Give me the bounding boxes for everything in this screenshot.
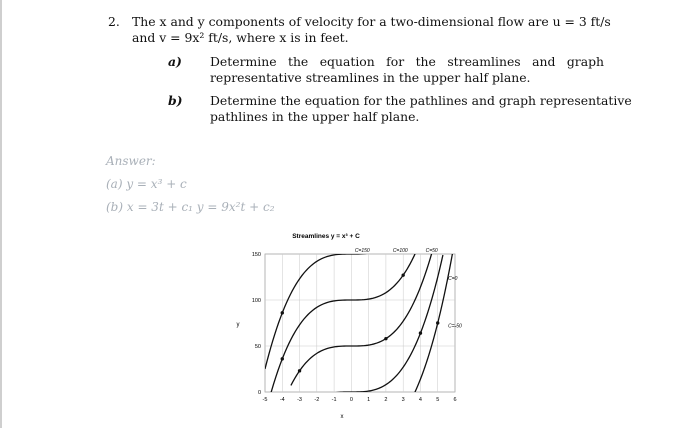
y-tick-label: 50 <box>254 344 261 350</box>
part-a-line1: Determine the equation for the streamlines and graph <box>210 54 604 69</box>
part-b-label: b) <box>168 93 183 108</box>
x-tick-label: 0 <box>349 397 353 403</box>
x-tick-label: 5 <box>436 397 440 403</box>
left-border <box>0 0 2 428</box>
curve-annotation: C=50 <box>425 248 438 255</box>
part-b-line2: pathlines in the upper half plane. <box>210 109 420 124</box>
curve-annotation: C=150 <box>354 248 370 255</box>
answer-b: (b) x = 3t + c₁ y = 9x²t + c₂ <box>106 200 275 214</box>
curve-annotation: C=0 <box>448 275 458 282</box>
part-a-label: a) <box>168 54 182 69</box>
x-tick-label: 6 <box>453 397 457 403</box>
data-point-marker <box>281 311 284 314</box>
x-tick-label: -3 <box>297 397 302 403</box>
x-tick-label: 4 <box>418 397 422 403</box>
answer-a: (a) y = x³ + c <box>106 177 187 191</box>
x-tick-label: 3 <box>401 397 405 403</box>
y-tick-label: 0 <box>257 390 261 396</box>
data-point-marker <box>281 357 284 360</box>
x-tick-label: -1 <box>331 397 337 403</box>
question-text-line2: and v = 9x² ft/s, where x is in feet. <box>132 30 349 45</box>
data-point-marker <box>384 337 387 340</box>
plot-area <box>265 254 455 392</box>
question-text-line1: The x and y components of velocity for a two-dimensional flow are u = 3 ft/s <box>132 14 611 29</box>
streamlines-chart <box>230 222 480 422</box>
y-tick-label: 150 <box>251 252 261 258</box>
answer-heading: Answer: <box>106 154 156 168</box>
data-point-marker <box>298 369 301 372</box>
x-tick-label: -4 <box>279 397 285 403</box>
data-point-marker <box>419 331 422 334</box>
x-tick-label: 1 <box>367 397 371 403</box>
y-tick-label: 100 <box>251 298 261 304</box>
part-b-line1: Determine the equation for the pathlines and graph representative <box>210 93 632 108</box>
data-point-marker <box>401 273 404 276</box>
part-a-line2: representative streamlines in the upper half plane. <box>210 70 531 85</box>
y-axis-label: y <box>236 322 240 328</box>
x-tick-label: 2 <box>384 397 388 403</box>
x-tick-label: -5 <box>262 397 268 403</box>
curve-annotation: C=100 <box>392 248 408 255</box>
curve-annotation: C=-50 <box>448 323 462 330</box>
question-number: 2. <box>108 14 120 29</box>
chart-title: Streamlines y = x³ + C <box>292 233 360 240</box>
data-point-marker <box>436 321 439 324</box>
x-axis-label: x <box>340 414 344 420</box>
x-tick-label: -2 <box>314 397 320 403</box>
